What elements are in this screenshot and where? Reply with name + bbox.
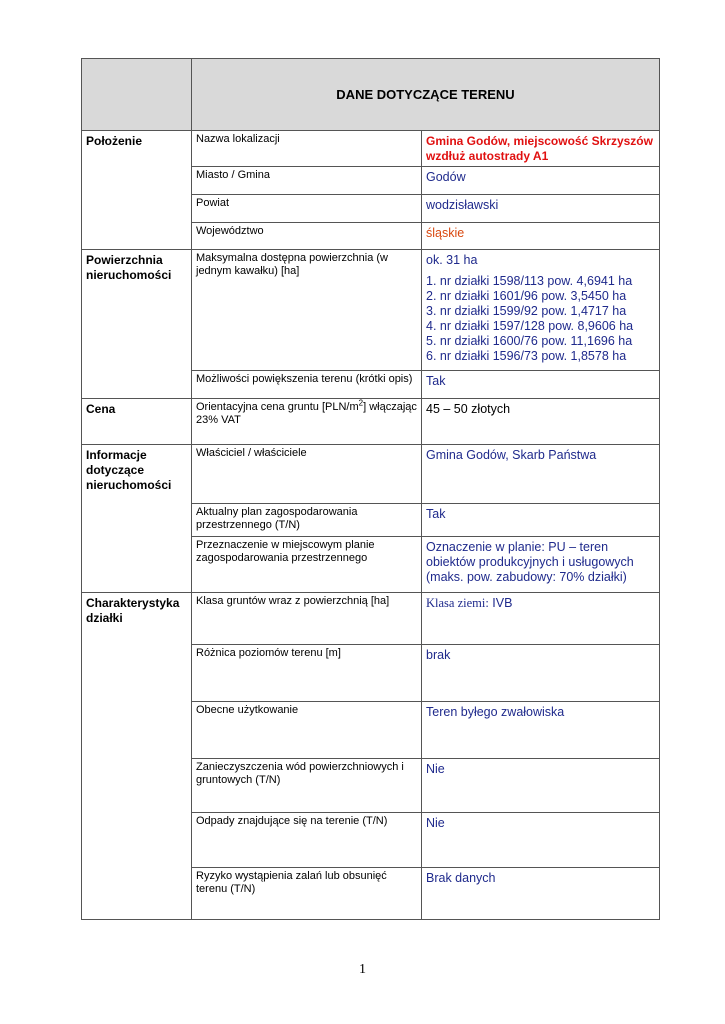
value-wojewodztwo: śląskie	[422, 223, 660, 250]
price-label-part-a: Orientacyjna cena gruntu [PLN/m	[196, 401, 359, 413]
label-zanieczyszczenia: Zanieczyszczenia wód powierzchniowych i gruntowych (T/N)	[192, 759, 422, 813]
label-mozliwosci: Możliwości powiększenia terenu (krótki opis)	[192, 371, 422, 399]
plot-item: 6. nr działki 1596/73 pow. 1,8578 ha	[426, 349, 627, 363]
label-klasa: Klasa gruntów wraz z powierzchnią [ha]	[192, 593, 422, 645]
label-nazwa-lokalizacji: Nazwa lokalizacji	[192, 131, 422, 167]
label-miasto-gmina: Miasto / Gmina	[192, 167, 422, 195]
value-max-powierzchnia	[422, 250, 660, 371]
label-wojewodztwo: Województwo	[192, 223, 422, 250]
table-title: DANE DOTYCZĄCE TERENU	[192, 59, 660, 131]
section-powierzchnia: Powierzchnia nieruchomości	[82, 250, 192, 399]
label-roznica: Różnica poziomów terenu [m]	[192, 645, 422, 702]
label-odpady: Odpady znajdujące się na terenie (T/N)	[192, 813, 422, 868]
value-ryzyko: Brak danych	[422, 868, 660, 920]
value-roznica: brak	[422, 645, 660, 702]
section-polozenie: Położenie	[82, 131, 192, 250]
value-wlasciciel: Gmina Godów, Skarb Państwa	[422, 445, 660, 504]
value-uzytkowanie: Teren byłego zwałowiska	[422, 702, 660, 759]
label-max-powierzchnia: Maksymalna dostępna powierzchnia (w jednym kawałku) [ha]	[192, 250, 422, 371]
price-label-superscript: 2	[358, 398, 364, 408]
section-cena: Cena	[82, 399, 192, 445]
plot-item: 4. nr działki 1597/128 pow. 8,9606 ha	[426, 319, 634, 333]
value-plan: Tak	[422, 504, 660, 537]
value-nazwa-lokalizacji: Gmina Godów, miejscowość Skrzyszów wzdłuż autostrady A1	[422, 131, 660, 167]
header-corner-cell	[82, 59, 192, 131]
label-powiat: Powiat	[192, 195, 422, 223]
max-area-value: ok. 31 ha	[426, 253, 478, 267]
page-number: 1	[359, 962, 366, 977]
label-cena-gruntu	[192, 399, 422, 445]
soil-class-prefix: Klasa ziemi:	[426, 596, 489, 610]
plot-list	[426, 274, 655, 364]
label-wlasciciel: Właściciel / właściciele	[192, 445, 422, 504]
site-data-table	[81, 58, 660, 920]
label-plan: Aktualny plan zagospodarowania przestrzennego (T/N)	[192, 504, 422, 537]
soil-class-value: IVB	[488, 596, 513, 610]
plot-item: 3. nr działki 1599/92 pow. 1,4717 ha	[426, 304, 627, 318]
label-ryzyko: Ryzyko wystąpienia zalań lub obsunięć terenu (T/N)	[192, 868, 422, 920]
label-przeznaczenie: Przeznaczenie w miejscowym planie zagospodarowania przestrzennego	[192, 537, 422, 593]
value-zanieczyszczenia: Nie	[422, 759, 660, 813]
plot-item: 1. nr działki 1598/113 pow. 4,6941 ha	[426, 274, 633, 288]
value-mozliwosci: Tak	[422, 371, 660, 399]
price-label-part-b: ] włączając 23% VAT	[196, 401, 417, 426]
value-miasto-gmina: Godów	[422, 167, 660, 195]
plot-item: 5. nr działki 1600/76 pow. 11,1696 ha	[426, 334, 633, 348]
value-klasa	[422, 593, 660, 645]
section-informacje: Informacje dotyczące nieruchomości	[82, 445, 192, 593]
label-uzytkowanie: Obecne użytkowanie	[192, 702, 422, 759]
value-powiat: wodzisławski	[422, 195, 660, 223]
plot-item: 2. nr działki 1601/96 pow. 3,5450 ha	[426, 289, 627, 303]
value-odpady: Nie	[422, 813, 660, 868]
section-charakterystyka: Charakterystyka działki	[82, 593, 192, 920]
value-cena-gruntu: 45 – 50 złotych	[422, 399, 660, 445]
value-przeznaczenie: Oznaczenie w planie: PU – teren obiektów produkcyjnych i usługowych (maks. pow. zabudowy: 70% działki)	[422, 537, 660, 593]
